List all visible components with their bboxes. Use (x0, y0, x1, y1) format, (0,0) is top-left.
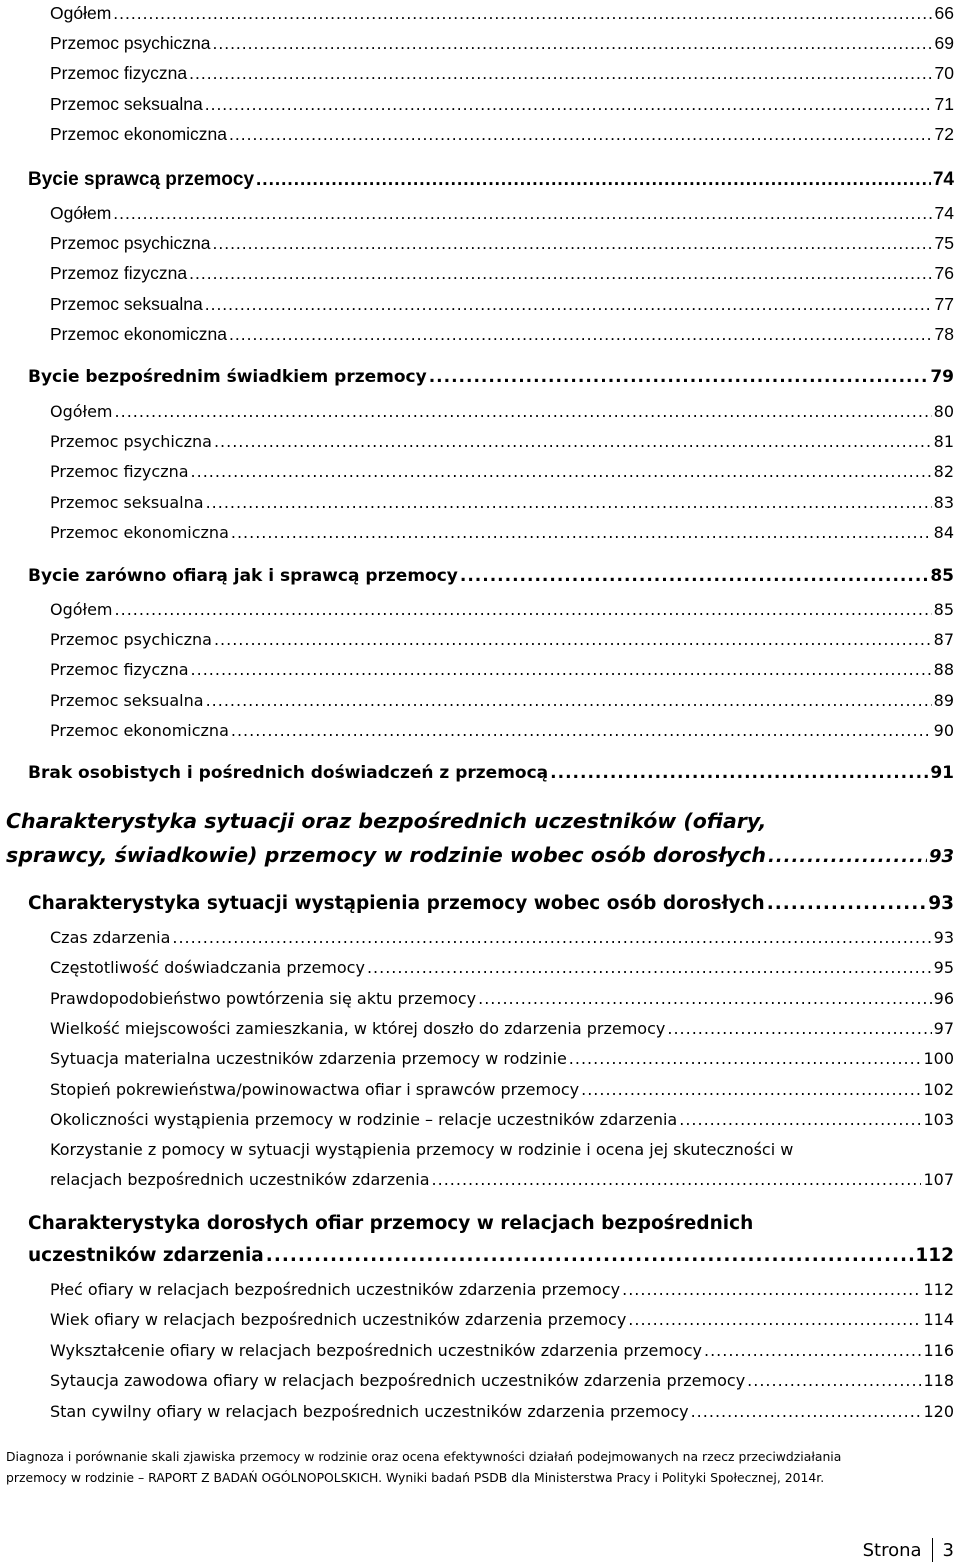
toc-entry-page: 100 (923, 1049, 954, 1068)
toc-entry[interactable] (50, 523, 954, 542)
toc-entry-title: Przemoc ekonomiczna (50, 523, 229, 542)
leader-dots (704, 1341, 921, 1360)
toc-entry-title: Przemoc seksualna (50, 691, 204, 710)
leader-dots (231, 721, 932, 740)
toc-entry[interactable] (50, 294, 954, 315)
toc-entry-page: 93 (928, 846, 954, 867)
toc-entry[interactable] (50, 233, 954, 254)
toc-entry[interactable] (50, 493, 954, 512)
leader-dots (256, 169, 931, 191)
toc-entry-title: Wykształcenie ofiary w relacjach bezpośrednich uczestników zdarzenia przemocy (50, 1341, 702, 1360)
toc-entry[interactable] (50, 324, 954, 345)
toc-entry-page: 77 (934, 294, 954, 314)
leader-dots (569, 1049, 922, 1068)
leader-dots (679, 1110, 921, 1129)
leader-dots (768, 846, 927, 867)
toc-chapter-line1[interactable]: Charakterystyka sytuacji oraz bezpośrednich uczestników (ofiary, (6, 809, 767, 833)
toc-entry-page: 112 (915, 1245, 954, 1266)
toc-entry[interactable] (50, 402, 954, 421)
toc-entry[interactable] (50, 721, 954, 740)
toc-entry-title: Charakterystyka sytuacji wystąpienia przemocy wobec osób dorosłych (28, 893, 765, 914)
toc-entry[interactable] (50, 1371, 954, 1390)
toc-section-heading[interactable] (28, 1245, 954, 1266)
toc-entry-page: 87 (933, 630, 954, 649)
toc-entry[interactable] (50, 630, 954, 649)
toc-entry-page: 66 (934, 3, 954, 23)
toc-entry-title: Okoliczności wystąpienia przemocy w rodzinie – relacje uczestników zdarzenia (50, 1110, 678, 1129)
toc-entry-title: Przemoc psychiczna (50, 233, 211, 253)
toc-entry-title: uczestników zdarzenia (28, 1245, 264, 1266)
toc-entry-title: Przemoc ekonomiczna (50, 324, 228, 344)
toc-entry-title: Brak osobistych i pośrednich doświadczeń z przemocą (28, 763, 549, 783)
toc-entry-page: 89 (933, 691, 954, 710)
toc-entry-title: Przemoc psychiczna (50, 432, 212, 451)
toc-entry-title: Przemoc seksualna (50, 94, 203, 114)
toc-entry-page: 72 (934, 124, 954, 144)
page-number-divider (932, 1538, 933, 1562)
toc-entry-page: 90 (933, 721, 954, 740)
leader-dots (628, 1310, 921, 1329)
toc-entry-title: Sytuacja materialna uczestników zdarzenia przemocy w rodzinie (50, 1049, 567, 1068)
toc-entry-title: Przemoc psychiczna (50, 33, 211, 53)
leader-dots (622, 1280, 921, 1299)
footer-line-2: przemocy w rodzinie – RAPORT Z BADAŃ OGÓLNOPOLSKICH. Wyniki badań PSDB dla Ministerstwa Pracy i Polityki Społecznej, 2014r. (6, 1470, 825, 1485)
toc-entry-title: Wiek ofiary w relacjach bezpośrednich uczestników zdarzenia przemocy (50, 1310, 627, 1329)
toc-entry-title: Ogółem (50, 600, 113, 619)
toc-entry-title: relacjach bezpośrednich uczestników zdarzenia (50, 1170, 430, 1189)
toc-chapter-heading[interactable] (6, 843, 954, 867)
toc-section-line1[interactable]: Charakterystyka dorosłych ofiar przemocy w relacjach bezpośrednich (28, 1213, 754, 1234)
leader-dots (367, 958, 932, 977)
page-label: Strona (862, 1539, 922, 1561)
leader-dots (191, 660, 932, 679)
toc-entry-page: 85 (933, 600, 954, 619)
toc-entry[interactable] (50, 1341, 954, 1360)
toc-entry-page: 102 (923, 1080, 954, 1099)
toc-entry-line1[interactable]: Korzystanie z pomocy w sytuacji wystąpienia przemocy w rodzinie i ocena jej skuteczności w (50, 1140, 794, 1159)
toc-entry-page: 97 (933, 1019, 954, 1038)
toc-entry[interactable] (50, 3, 954, 24)
toc-entry-page: 107 (923, 1170, 954, 1189)
toc-entry-title: Prawdopodobieństwo powtórzenia się aktu przemocy (50, 989, 477, 1008)
toc-entry-title: Stan cywilny ofiary w relacjach bezpośrednich uczestników zdarzenia przemocy (50, 1402, 689, 1421)
toc-entry-title: sprawcy, świadkowie) przemocy w rodzinie wobec osób dorosłych (6, 843, 766, 867)
toc-entry-title: Bycie sprawcą przemocy (28, 169, 255, 190)
leader-dots (205, 294, 933, 315)
leader-dots (191, 462, 932, 481)
leader-dots (429, 367, 929, 387)
toc-entry[interactable] (50, 600, 954, 619)
toc-entry[interactable] (50, 691, 954, 710)
leader-dots (229, 324, 933, 345)
toc-entry[interactable] (50, 94, 954, 115)
toc-entry-title: Bycie bezpośrednim świadkiem przemocy (28, 367, 427, 387)
leader-dots (214, 630, 932, 649)
toc-entry-page: 88 (933, 660, 954, 679)
toc-entry[interactable] (50, 1310, 954, 1329)
toc-entry[interactable] (50, 263, 954, 284)
toc-entry-title: Przemoc ekonomiczna (50, 124, 228, 144)
toc-section-heading[interactable] (28, 893, 954, 914)
toc-entry-title: Przemoz fizyczna (50, 263, 188, 283)
footer-line-1: Diagnoza i porównanie skali zjawiska przemocy w rodzinie oraz ocena efektywności działań podejmowanych na rzecz przeciwdziałania (6, 1449, 842, 1464)
leader-dots (172, 928, 931, 947)
page-number-value: 3 (942, 1539, 954, 1561)
toc-entry-page: 69 (934, 33, 954, 53)
leader-dots (113, 203, 932, 224)
toc-entry-title: Przemoc seksualna (50, 493, 204, 512)
leader-dots (113, 3, 932, 24)
toc-entry-title: Wielkość miejscowości zamieszkania, w której doszło do zdarzenia przemocy (50, 1019, 666, 1038)
toc-entry-page: 79 (930, 367, 954, 387)
toc-entry-page: 120 (923, 1402, 954, 1421)
toc-entry-page: 84 (933, 523, 954, 542)
toc-entry[interactable] (50, 928, 954, 947)
page-footer (6, 1446, 956, 1488)
leader-dots (229, 124, 933, 145)
leader-dots (189, 63, 932, 84)
toc-entry-page: 82 (933, 462, 954, 481)
toc-entry[interactable] (50, 1280, 954, 1299)
leader-dots (205, 94, 933, 115)
toc-section-heading[interactable] (28, 169, 954, 191)
leader-dots (212, 33, 932, 54)
leader-dots (231, 523, 932, 542)
toc-entry-page: 81 (933, 432, 954, 451)
toc-entry[interactable] (50, 1019, 954, 1038)
toc-entry[interactable] (50, 1080, 954, 1099)
toc-entry[interactable] (50, 989, 954, 1008)
toc-entry-page: 91 (930, 763, 954, 783)
toc-entry-page: 80 (933, 402, 954, 421)
leader-dots (550, 763, 928, 783)
toc-entry-title: Bycie zarówno ofiarą jak i sprawcą przemocy (28, 566, 458, 586)
leader-dots (189, 263, 932, 284)
toc-entry-title: Ogółem (50, 203, 112, 223)
toc-entry-title: Sytaucja zawodowa ofiary w relacjach bezpośrednich uczestników zdarzenia przemocy (50, 1371, 746, 1390)
toc-entry-page: 70 (934, 63, 954, 83)
leader-dots (667, 1019, 931, 1038)
leader-dots (266, 1245, 914, 1266)
toc-entry-title: Przemoc fizyczna (50, 660, 189, 679)
toc-entry-page: 116 (923, 1341, 954, 1360)
toc-entry-title: Przemoc seksualna (50, 294, 203, 314)
toc-entry[interactable] (50, 203, 954, 224)
toc-entry[interactable] (50, 660, 954, 679)
toc-section-heading[interactable] (28, 367, 954, 387)
toc-entry-page: 93 (928, 893, 954, 914)
toc-entry[interactable] (50, 124, 954, 145)
toc-entry-page: 71 (934, 94, 954, 114)
toc-entry[interactable] (50, 1110, 954, 1129)
toc-entry-page: 83 (933, 493, 954, 512)
leader-dots (581, 1080, 921, 1099)
toc-entry-page: 114 (923, 1310, 954, 1329)
toc-entry-page: 93 (933, 928, 954, 947)
leader-dots (214, 432, 932, 451)
leader-dots (767, 893, 927, 914)
toc-entry[interactable] (50, 1170, 954, 1189)
toc-entry-page: 75 (934, 233, 954, 253)
toc-section-heading[interactable] (28, 566, 954, 586)
toc-entry-page: 78 (934, 324, 954, 344)
toc-section-heading[interactable] (28, 763, 954, 783)
toc-entry-page: 112 (923, 1280, 954, 1299)
toc-entry-title: Czas zdarzenia (50, 928, 171, 947)
toc-entry[interactable] (50, 33, 954, 54)
toc-entry[interactable] (50, 63, 954, 84)
toc-entry[interactable] (50, 462, 954, 481)
toc-entry-title: Płeć ofiary w relacjach bezpośrednich uczestników zdarzenia przemocy (50, 1280, 621, 1299)
leader-dots (460, 566, 928, 586)
toc-entry-page: 74 (932, 169, 954, 190)
toc-entry-page: 96 (933, 989, 954, 1008)
toc-entry-page: 85 (930, 566, 954, 586)
toc-entry-title: Przemoc fizyczna (50, 63, 188, 83)
toc-entry-page: 103 (923, 1110, 954, 1129)
toc-entry-title: Przemoc psychiczna (50, 630, 212, 649)
toc-entry-title: Ogółem (50, 3, 112, 23)
toc-entry-title: Ogółem (50, 402, 113, 421)
toc-entry-page: 118 (923, 1371, 954, 1390)
leader-dots (691, 1402, 922, 1421)
toc-entry-page: 76 (934, 263, 954, 283)
toc-entry-title: Przemoc ekonomiczna (50, 721, 229, 740)
toc-entry-title: Stopień pokrewieństwa/powinowactwa ofiar i sprawców przemocy (50, 1080, 580, 1099)
leader-dots (115, 402, 932, 421)
toc-entry-title: Przemoc fizyczna (50, 462, 189, 481)
leader-dots (212, 233, 932, 254)
leader-dots (206, 691, 932, 710)
page-number (863, 1538, 954, 1562)
toc-entry[interactable] (50, 958, 954, 977)
toc-entry[interactable] (50, 1049, 954, 1068)
toc-entry-title: Częstotliwość doświadczania przemocy (50, 958, 365, 977)
toc-entry[interactable] (50, 1402, 954, 1421)
toc-entry[interactable] (50, 432, 954, 451)
toc-entry-page: 74 (934, 203, 954, 223)
leader-dots (206, 493, 932, 512)
leader-dots (747, 1371, 921, 1390)
toc-entry-page: 95 (933, 958, 954, 977)
leader-dots (478, 989, 932, 1008)
leader-dots (432, 1170, 922, 1189)
leader-dots (115, 600, 932, 619)
